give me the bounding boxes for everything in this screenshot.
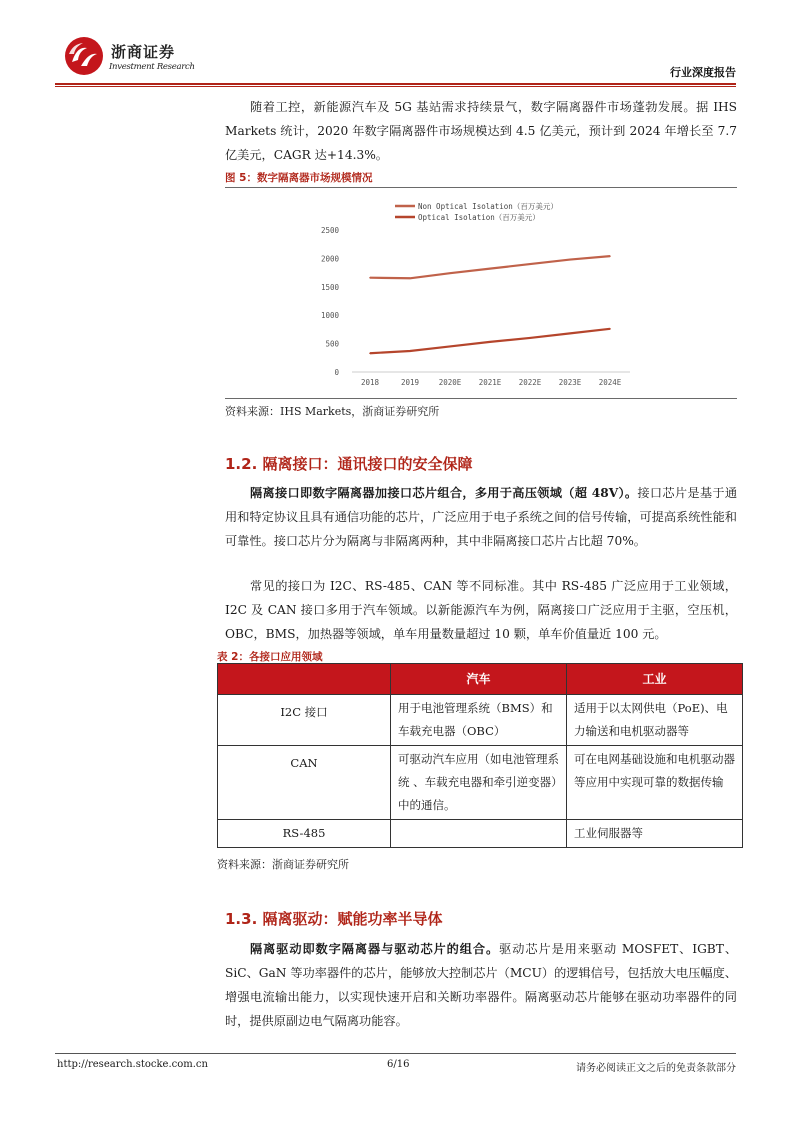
y-tick-label: 2000: [320, 254, 339, 264]
data-point: [569, 333, 571, 335]
data-point: [569, 259, 571, 261]
y-tick-label: 500: [325, 339, 339, 349]
table-row: [218, 820, 743, 848]
legend-label-non-optical: Non Optical Isolation（百万美元）: [418, 202, 558, 211]
series-line-optical: [370, 329, 610, 353]
table-cell-auto: 可驱动汽车应用（如电池管理系统 、车载充电器和牵引逆变器）中的通信。: [391, 746, 567, 820]
y-tick-label: 1500: [320, 282, 339, 292]
table-cell-interface: I2C 接口: [218, 695, 391, 746]
x-tick-label: 2018: [360, 378, 380, 387]
section-1-3-paragraph: [225, 937, 737, 1033]
table-cell-auto: 用于电池管理系统（BMS）和车载充电器（OBC）: [391, 695, 567, 746]
table-header-corner: [218, 664, 391, 695]
series-line-non-optical: [370, 256, 610, 278]
table-row: [218, 695, 743, 746]
table-cell-industry: 工业伺服器等: [567, 820, 743, 848]
x-tick-label: 2019: [400, 378, 420, 387]
section-1-2-paragraph-2: 常见的接口为 I2C、RS-485、CAN 等不同标准。其中 RS-485 广泛应用于工业领域，I2C 及 CAN 接口多用于汽车领域。以新能源汽车为例，隔离接口广泛应用于主驱，空压机，OBC，BMS，加热器等领域，单车用量数量超过 10 颗，单车价值量近 100 元。: [225, 579, 737, 641]
intro-paragraph: 随着工控，新能源汽车及 5G 基站需求持续景气，数字隔离器件市场蓬勃发展。据 IHS Markets 统计，2020 年数字隔离器件市场规模达到 4.5 亿美元，预计到 2024 年增长至 7.7 亿美元，CAGR 达+14.3%。: [225, 100, 737, 162]
table-cell-interface: CAN: [218, 746, 391, 820]
table-cell-interface: RS-485: [218, 820, 391, 848]
table-cell-industry: 可在电网基础设施和电机驱动器等应用中实现可靠的数据传输: [567, 746, 743, 820]
data-point: [609, 255, 611, 257]
table-title: 表 2：各接口应用领域: [217, 651, 323, 663]
y-axis-ticks: [321, 226, 340, 377]
data-point: [409, 277, 411, 279]
series-lines: [369, 255, 611, 354]
brand-logo-icon: [63, 36, 105, 76]
data-point: [369, 277, 371, 279]
footer-rule: [55, 1053, 736, 1054]
data-point: [369, 352, 371, 354]
data-point: [489, 341, 491, 343]
interface-application-table: [217, 663, 743, 848]
x-tick-label: 2024E: [598, 378, 622, 387]
table-source: 资料来源：浙商证券研究所: [217, 858, 349, 871]
y-tick-label: 0: [334, 368, 339, 377]
data-point: [449, 272, 451, 274]
figure-bottom-rule: [225, 398, 737, 399]
x-tick-label: 2021E: [478, 378, 502, 387]
section-heading-1-2: 1.2. 隔离接口：通讯接口的安全保障: [225, 455, 473, 473]
brand-name-en: Investment Research: [109, 62, 195, 72]
x-tick-label: 2023E: [558, 378, 582, 387]
x-axis-ticks: [361, 378, 622, 387]
market-size-chart: [300, 192, 640, 394]
figure-source: 资料来源：IHS Markets，浙商证券研究所: [225, 405, 440, 418]
header-rule: [55, 83, 736, 85]
legend-label-optical: Optical Isolation（百万美元）: [418, 213, 540, 222]
x-tick-label: 2020E: [438, 378, 462, 387]
footer-url-link[interactable]: http://research.stocke.com.cn: [57, 1059, 208, 1070]
footer-disclaimer: 请务必阅读正文之后的免责条款部分: [576, 1063, 736, 1074]
header-rule-thin: [55, 86, 736, 87]
brand-name-cn: 浙商证券: [111, 43, 176, 61]
table-header-row: [218, 664, 743, 695]
y-tick-label: 1000: [320, 311, 339, 321]
table-cell-auto: [391, 820, 567, 848]
page-number: 6/16: [387, 1059, 410, 1070]
chart-legend: [395, 201, 558, 222]
data-point: [529, 263, 531, 265]
report-type-label: 行业深度报告: [670, 66, 736, 79]
data-point: [489, 268, 491, 270]
figure-title: 图 5：数字隔离器市场规模情况: [225, 172, 373, 184]
table-cell-industry: 适用于以太网供电（PoE)、电力输送和电机驱动器等: [567, 695, 743, 746]
section-1-2-body: 接口芯片是基于通用和特定协议且具有通信功能的芯片，广泛应用于电子系统之间的信号传输，可提高系统性能和可靠性。接口芯片分为隔离与非隔离两种，其中非隔离接口芯片占比超 70%。: [225, 486, 738, 548]
section-1-3-lead: 隔离驱动即数字隔离器与驱动芯片的组合。: [250, 942, 500, 956]
table-header-industry: 工业: [567, 664, 743, 695]
section-1-3-body: 驱动芯片是用来驱动 MOSFET、IGBT、SiC、GaN 等功率器件的芯片，能够放大控制芯片（MCU）的逻辑信号，包括放大电压幅度、增强电流输出能力，以实现快速开启和关断功率器件。隔离驱动芯片能够在驱动功率器件的同时，提供原副边电气隔离功能容。: [225, 942, 738, 1028]
section-1-2-paragraph-1: [225, 481, 737, 553]
table-row: [218, 746, 743, 820]
section-heading-1-3: 1.3. 隔离驱动：赋能功率半导体: [225, 910, 443, 928]
y-tick-label: 2500: [320, 226, 339, 235]
data-point: [529, 337, 531, 339]
section-1-2-lead: 隔离接口即数字隔离器加接口芯片组合，多用于高压领域（超 48V）。: [250, 486, 638, 500]
data-point: [449, 346, 451, 348]
x-tick-label: 2022E: [518, 378, 542, 387]
table-header-auto: 汽车: [391, 664, 567, 695]
figure-top-rule: [225, 187, 737, 188]
data-point: [409, 350, 411, 352]
data-point: [609, 328, 611, 330]
